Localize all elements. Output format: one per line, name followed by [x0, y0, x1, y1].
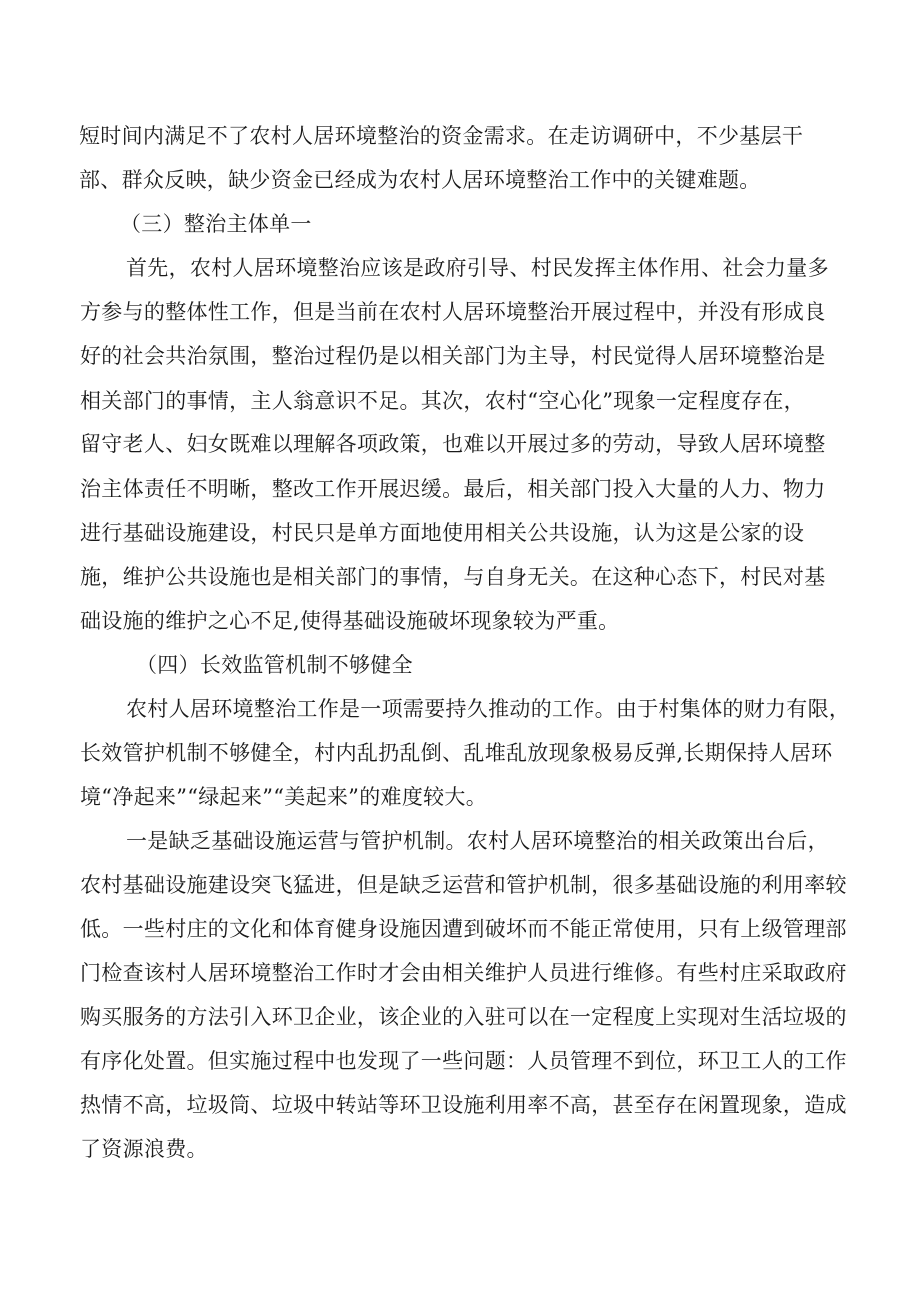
text-line: 农村人居环境整治工作是一项需要持久推动的工作。由于村集体的财力有限， — [126, 697, 851, 721]
text-line: 留守老人、妇女既难以理解各项政策，也难以开展过多的劳动，导致人居环境整 — [80, 432, 826, 456]
text-line: 农村基础设施建设突飞猛进，但是缺乏运营和管护机制，很多基础设施的利用率较 — [80, 873, 847, 897]
text-line: 首先，农村人居环境整治应该是政府引导、村民发挥主体作用、社会力量多 — [126, 256, 829, 280]
text-line: 购买服务的方法引入环卫企业，该企业的入驻可以在一定程度上实现对生活垃圾的 — [80, 1005, 847, 1029]
text-line: 长效管护机制不够健全，村内乱扔乱倒、乱堆乱放现象极易反弹,长期保持人居环 — [80, 741, 833, 765]
text-line: 部、群众反映，缺少资金已经成为农村人居环境整治工作中的关键难题。 — [79, 168, 761, 192]
text-line: 础设施的维护之心不足,使得基础设施破坏现象较为严重。 — [80, 609, 620, 633]
text-line: 治主体责任不明晰，整改工作开展迟缓。最后，相关部门投入大量的人力、物力 — [80, 477, 826, 501]
text-line: 相关部门的事情，主人翁意识不足。其次，农村“空心化”现象一定程度存在， — [80, 389, 805, 413]
text-line: 门检查该村人居环境整治工作时才会由相关维护人员进行维修。有些村庄采取政府 — [80, 961, 847, 985]
text-line: 热情不高，垃圾筒、垃圾中转站等环卫设施利用率不高，甚至存在闲置现象，造成 — [80, 1093, 847, 1117]
text-line: 了资源浪费。 — [80, 1137, 208, 1161]
section-heading: （四）长效监管机制不够健全 — [136, 653, 413, 677]
text-line: 进行基础设施建设，村民只是单方面地使用相关公共设施，认为这是公家的设 — [80, 521, 805, 545]
text-line: 短时间内满足不了农村人居环境整治的资金需求。在走访调研中，不少基层干 — [79, 124, 804, 148]
text-line: 境“净起来”“绿起来”“美起来”的难度较大。 — [80, 785, 488, 809]
section-heading: （三）整治主体单一 — [120, 212, 312, 236]
text-line: 方参与的整体性工作，但是当前在农村人居环境整治开展过程中，并没有形成良 — [80, 300, 826, 324]
text-line: 好的社会共治氛围，整治过程仍是以相关部门为主导，村民觉得人居环境整治是 — [80, 344, 826, 368]
text-line: 有序化处置。但实施过程中也发现了一些问题：人员管理不到位，环卫工人的工作 — [80, 1049, 847, 1073]
text-line: 低。一些村庄的文化和体育健身设施因遭到破坏而不能正常使用，只有上级管理部 — [80, 917, 847, 941]
text-line: 施，维护公共设施也是相关部门的事情，与自身无关。在这种心态下，村民对基 — [80, 565, 826, 589]
text-line: 一是缺乏基础设施运营与管护机制。农村人居环境整治的相关政策出台后， — [126, 829, 829, 853]
